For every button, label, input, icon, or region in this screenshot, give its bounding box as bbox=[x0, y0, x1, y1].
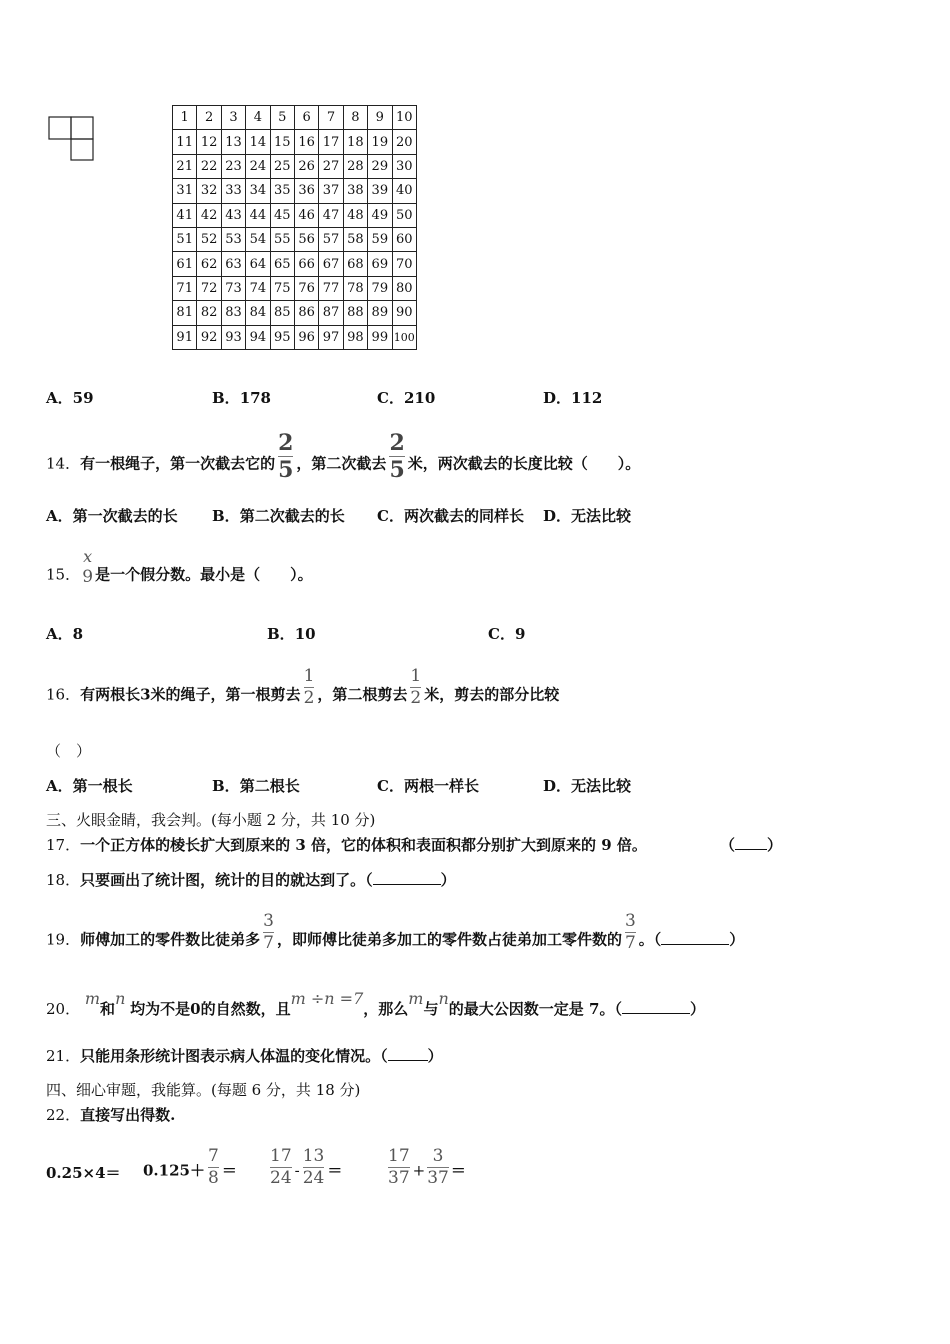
q14-fraction-1: $\frac{2}{5}$ bbox=[278, 430, 294, 483]
grid-cell: 33 bbox=[221, 179, 245, 203]
hundred-grid bbox=[172, 105, 417, 350]
grid-cell: 27 bbox=[319, 154, 343, 178]
grid-row bbox=[173, 130, 417, 154]
q21-answer-blank[interactable] bbox=[388, 1048, 428, 1061]
q13-option-b[interactable]: B．178 bbox=[212, 389, 271, 407]
grid-cell: 80 bbox=[392, 276, 416, 300]
question-17: 17．一个正方体的棱长扩大到原来的 3 倍，它的体积和表面积都分别扩大到原来的 9 倍。 bbox=[46, 836, 647, 854]
grid-cell: 7 bbox=[319, 106, 343, 130]
grid-cell: 11 bbox=[173, 130, 197, 154]
grid-cell: 61 bbox=[173, 252, 197, 276]
grid-row bbox=[173, 106, 417, 130]
q19-fraction-2: $\frac{3}{7}$ bbox=[624, 911, 636, 953]
grid-row bbox=[173, 179, 417, 203]
grid-cell: 16 bbox=[294, 130, 318, 154]
grid-cell: 78 bbox=[343, 276, 367, 300]
grid-cell: 39 bbox=[368, 179, 392, 203]
grid-row bbox=[173, 252, 417, 276]
calc-4-fraction-1: $\frac{17}{37}$ bbox=[388, 1146, 410, 1188]
grid-cell: 51 bbox=[173, 227, 197, 251]
question-20: 20． m和n 均为不是0的自然数，且m ÷n =7，那么m与n的最大公因数一定是 7。（ ） bbox=[46, 989, 705, 1018]
q17-answer-blank[interactable]: （ ） bbox=[720, 836, 783, 854]
grid-cell: 1 bbox=[173, 106, 197, 130]
q15-option-b[interactable]: B．10 bbox=[267, 625, 316, 643]
grid-cell: 93 bbox=[221, 325, 245, 349]
grid-cell: 87 bbox=[319, 301, 343, 325]
grid-row bbox=[173, 276, 417, 300]
grid-cell: 67 bbox=[319, 252, 343, 276]
grid-cell: 38 bbox=[343, 179, 367, 203]
q14-option-b[interactable]: B．第二次截去的长 bbox=[212, 507, 345, 525]
question-16: 16．有两根长3米的绳子，第一根剪去 $\frac{1}{2}$ ，第二根剪去 $\frac{1}{2}$ 米，剪去的部分比较 bbox=[46, 666, 560, 708]
grid-cell: 5 bbox=[270, 106, 294, 130]
grid-cell: 90 bbox=[392, 301, 416, 325]
grid-row bbox=[173, 301, 417, 325]
grid-cell: 85 bbox=[270, 301, 294, 325]
grid-cell: 45 bbox=[270, 203, 294, 227]
grid-cell: 59 bbox=[368, 227, 392, 251]
grid-cell: 63 bbox=[221, 252, 245, 276]
q16-fraction-2: $\frac{1}{2}$ bbox=[410, 666, 422, 708]
grid-cell: 36 bbox=[294, 179, 318, 203]
grid-cell: 28 bbox=[343, 154, 367, 178]
grid-row bbox=[173, 154, 417, 178]
grid-cell: 29 bbox=[368, 154, 392, 178]
calc-3-fraction-1: $\frac{17}{24}$ bbox=[270, 1146, 292, 1188]
q14-option-a[interactable]: A．第一次截去的长 bbox=[46, 507, 178, 525]
grid-cell: 31 bbox=[173, 179, 197, 203]
q15-fraction: x 9 bbox=[82, 547, 94, 587]
section-3-heading: 三、火眼金睛，我会判。(每小题 2 分，共 10 分) bbox=[46, 811, 376, 829]
grid-cell: 69 bbox=[368, 252, 392, 276]
grid-cell: 47 bbox=[319, 203, 343, 227]
question-22: 22．直接写出得数. bbox=[46, 1106, 176, 1124]
calc-item-2: 0.125＋ $\frac{7}{8}$ ＝ bbox=[143, 1146, 237, 1188]
calc-2-fraction: $\frac{7}{8}$ bbox=[207, 1146, 219, 1188]
question-21: 21．只能用条形统计图表示病人体温的变化情况。（ ） bbox=[46, 1047, 443, 1065]
grid-cell: 41 bbox=[173, 203, 197, 227]
grid-cell: 56 bbox=[294, 227, 318, 251]
grid-cell: 83 bbox=[221, 301, 245, 325]
question-15: 15． x 9 是一个假分数。最小是（ ）。 bbox=[46, 547, 313, 587]
grid-cell: 92 bbox=[197, 325, 221, 349]
grid-cell: 4 bbox=[246, 106, 270, 130]
grid-cell: 26 bbox=[294, 154, 318, 178]
grid-cell: 79 bbox=[368, 276, 392, 300]
grid-cell: 20 bbox=[392, 130, 416, 154]
grid-cell: 95 bbox=[270, 325, 294, 349]
grid-row bbox=[173, 227, 417, 251]
grid-cell: 55 bbox=[270, 227, 294, 251]
grid-cell: 8 bbox=[343, 106, 367, 130]
grid-cell: 98 bbox=[343, 325, 367, 349]
calc-item-3: $\frac{17}{24}$ - $\frac{13}{24}$ ＝ bbox=[270, 1146, 343, 1188]
grid-cell: 97 bbox=[319, 325, 343, 349]
grid-cell: 10 bbox=[392, 106, 416, 130]
grid-cell: 58 bbox=[343, 227, 367, 251]
grid-cell: 19 bbox=[368, 130, 392, 154]
grid-cell: 12 bbox=[197, 130, 221, 154]
grid-row bbox=[173, 325, 417, 349]
grid-cell: 72 bbox=[197, 276, 221, 300]
grid-cell: 25 bbox=[270, 154, 294, 178]
grid-cell: 23 bbox=[221, 154, 245, 178]
q13-option-c[interactable]: C．210 bbox=[377, 389, 436, 407]
grid-cell: 68 bbox=[343, 252, 367, 276]
question-18: 18．只要画出了统计图，统计的目的就达到了。（ ） bbox=[46, 871, 456, 889]
grid-cell: 43 bbox=[221, 203, 245, 227]
grid-cell: 50 bbox=[392, 203, 416, 227]
grid-cell: 57 bbox=[319, 227, 343, 251]
question-19: 19．师傅加工的零件数比徒弟多 $\frac{3}{7}$ ，即师傅比徒弟多加工的零件数占徒弟加工零件数的 $\frac{3}{7}$ 。（ ） bbox=[46, 911, 745, 953]
grid-cell: 30 bbox=[392, 154, 416, 178]
grid-cell: 40 bbox=[392, 179, 416, 203]
grid-cell: 76 bbox=[294, 276, 318, 300]
grid-cell: 81 bbox=[173, 301, 197, 325]
q13-option-a[interactable]: A．59 bbox=[46, 389, 94, 407]
grid-cell: 70 bbox=[392, 252, 416, 276]
grid-cell: 15 bbox=[270, 130, 294, 154]
grid-cell: 13 bbox=[221, 130, 245, 154]
grid-cell: 75 bbox=[270, 276, 294, 300]
section-4-heading: 四、细心审题，我能算。(每题 6 分，共 18 分) bbox=[46, 1081, 361, 1099]
grid-cell: 14 bbox=[246, 130, 270, 154]
grid-cell: 96 bbox=[294, 325, 318, 349]
l-shape-svg bbox=[48, 116, 96, 162]
grid-cell: 2 bbox=[197, 106, 221, 130]
q16-option-d[interactable]: D．无法比较 bbox=[543, 777, 632, 795]
q19-fraction-1: $\frac{3}{7}$ bbox=[263, 911, 274, 953]
grid-cell: 22 bbox=[197, 154, 221, 178]
q16-option-a[interactable]: A．第一根长 bbox=[46, 777, 133, 795]
calc-item-4: $\frac{17}{37}$ + $\frac{3}{37}$ ＝ bbox=[388, 1146, 466, 1188]
grid-cell: 77 bbox=[319, 276, 343, 300]
grid-cell: 89 bbox=[368, 301, 392, 325]
grid-cell: 82 bbox=[197, 301, 221, 325]
q16-answer-paren: （ ） bbox=[46, 742, 92, 760]
grid-cell: 74 bbox=[246, 276, 270, 300]
grid-cell: 73 bbox=[221, 276, 245, 300]
q13-option-d[interactable]: D．112 bbox=[543, 389, 603, 407]
grid-cell: 99 bbox=[368, 325, 392, 349]
grid-cell: 53 bbox=[221, 227, 245, 251]
grid-cell: 44 bbox=[246, 203, 270, 227]
grid-cell: 71 bbox=[173, 276, 197, 300]
grid-cell: 94 bbox=[246, 325, 270, 349]
grid-cell: 52 bbox=[197, 227, 221, 251]
grid-cell: 91 bbox=[173, 325, 197, 349]
grid-cell: 62 bbox=[197, 252, 221, 276]
grid-cell: 60 bbox=[392, 227, 416, 251]
grid-cell: 3 bbox=[221, 106, 245, 130]
q18-answer-blank[interactable] bbox=[373, 872, 441, 885]
grid-cell: 32 bbox=[197, 179, 221, 203]
grid-cell: 100 bbox=[392, 325, 416, 349]
grid-cell: 34 bbox=[246, 179, 270, 203]
grid-cell: 18 bbox=[343, 130, 367, 154]
q14-option-d[interactable]: D．无法比较 bbox=[543, 507, 632, 525]
grid-cell: 66 bbox=[294, 252, 318, 276]
grid-cell: 48 bbox=[343, 203, 367, 227]
grid-cell: 86 bbox=[294, 301, 318, 325]
calc-3-fraction-2: $\frac{13}{24}$ bbox=[302, 1146, 325, 1188]
grid-cell: 6 bbox=[294, 106, 318, 130]
grid-cell: 21 bbox=[173, 154, 197, 178]
grid-cell: 37 bbox=[319, 179, 343, 203]
question-14: 14．有一根绳子，第一次截去它的 $\frac{2}{5}$ ，第二次截去 $\frac{2}{5}$ 米，两次截去的长度比较（ ）。 bbox=[46, 430, 641, 483]
l-shape-figure bbox=[48, 116, 96, 162]
q16-option-c[interactable]: C．两根一样长 bbox=[377, 777, 479, 795]
q20-answer-blank[interactable] bbox=[622, 1001, 690, 1014]
grid-cell: 24 bbox=[246, 154, 270, 178]
q14-option-c[interactable]: C．两次截去的同样长 bbox=[377, 507, 524, 525]
grid-cell: 88 bbox=[343, 301, 367, 325]
grid-cell: 64 bbox=[246, 252, 270, 276]
q16-fraction-1: $\frac{1}{2}$ bbox=[303, 666, 315, 708]
calc-4-fraction-2: $\frac{3}{37}$ bbox=[427, 1146, 449, 1188]
q16-option-b[interactable]: B．第二根长 bbox=[212, 777, 300, 795]
grid-cell: 17 bbox=[319, 130, 343, 154]
q15-option-c[interactable]: C．9 bbox=[488, 625, 526, 643]
calc-item-1: 0.25×4＝ bbox=[46, 1164, 121, 1182]
grid-cell: 42 bbox=[197, 203, 221, 227]
grid-cell: 35 bbox=[270, 179, 294, 203]
q14-fraction-2: $\frac{2}{5}$ bbox=[389, 430, 405, 483]
grid-cell: 54 bbox=[246, 227, 270, 251]
grid-cell: 65 bbox=[270, 252, 294, 276]
grid-cell: 84 bbox=[246, 301, 270, 325]
q15-option-a[interactable]: A．8 bbox=[46, 625, 84, 643]
q19-answer-blank[interactable] bbox=[661, 932, 729, 945]
grid-cell: 46 bbox=[294, 203, 318, 227]
grid-cell: 9 bbox=[368, 106, 392, 130]
grid-cell: 49 bbox=[368, 203, 392, 227]
grid-row bbox=[173, 203, 417, 227]
